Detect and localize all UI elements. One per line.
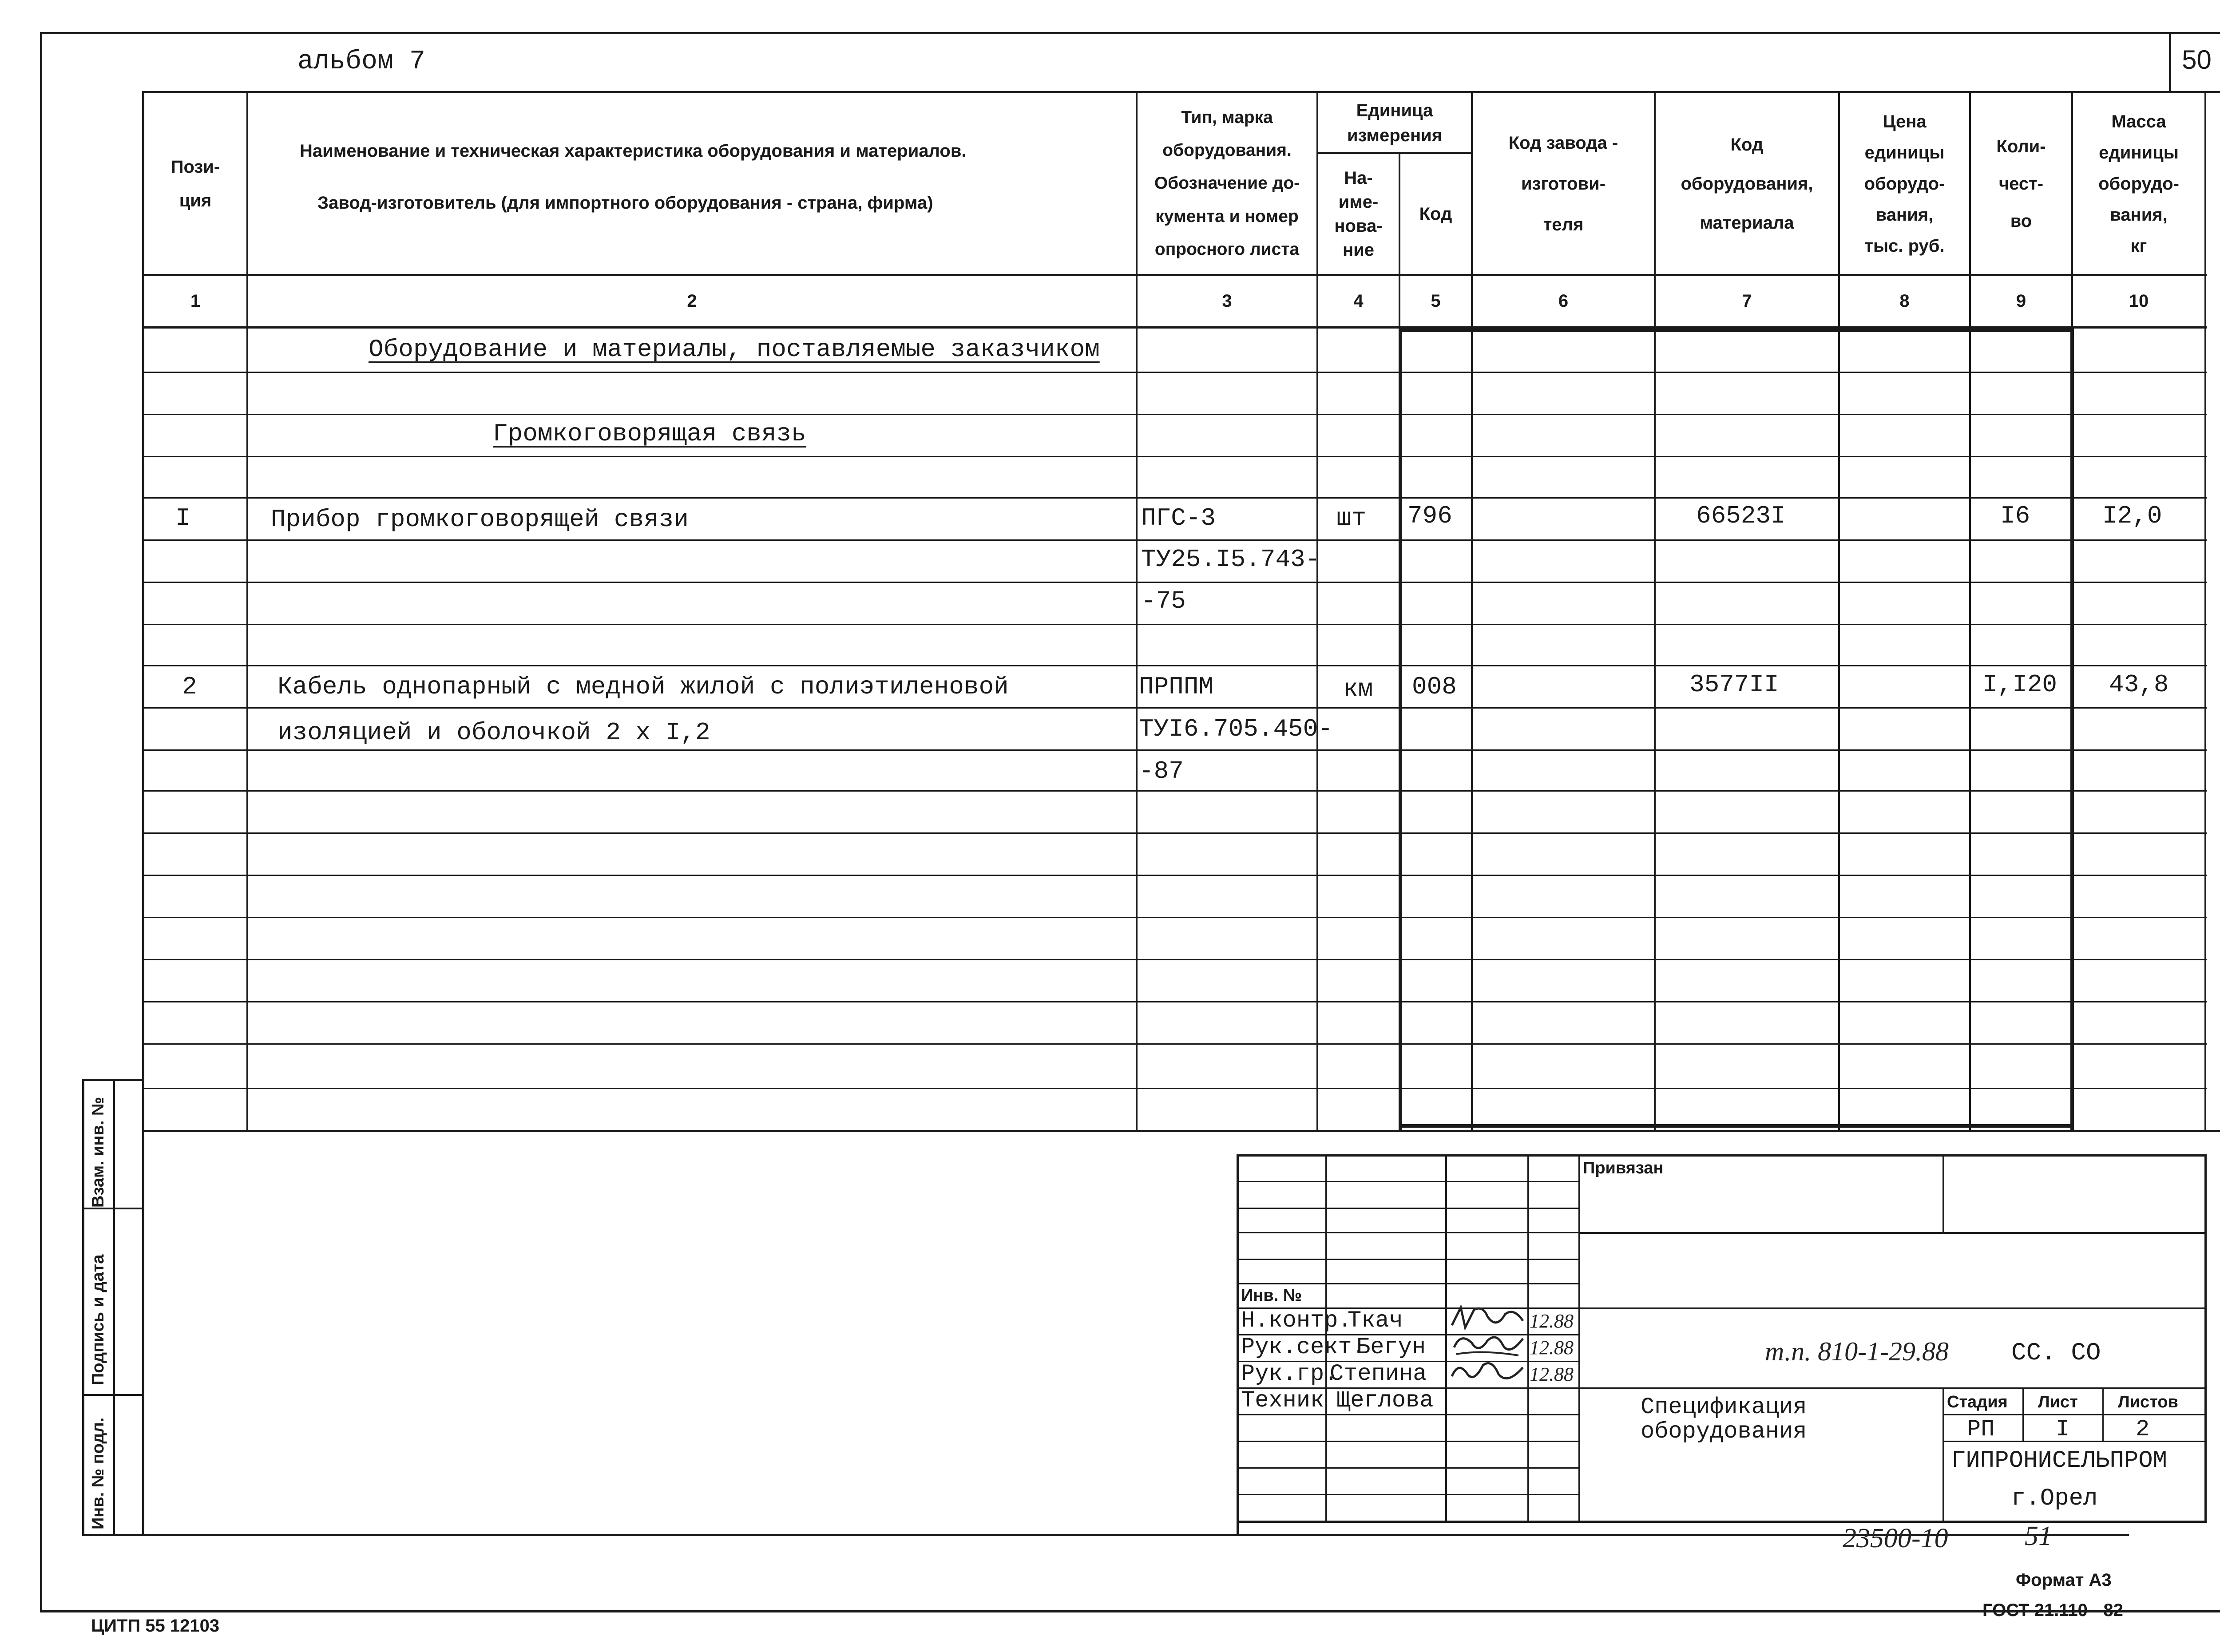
col-number-10: 10 xyxy=(2129,291,2149,311)
tb-date-2: 12.88 xyxy=(1530,1337,1574,1359)
col-header-position: Пози- ция xyxy=(170,157,220,210)
col-number-1: 1 xyxy=(190,291,201,311)
tb-doc-code: СС. СО xyxy=(2011,1339,2101,1367)
tb-privyazan-divider xyxy=(1942,1154,1944,1234)
tb-grid-h xyxy=(1237,1467,1580,1469)
item-2-equip-code: 3577II xyxy=(1689,670,1779,699)
item-2-name-line2: изоляцией и оболочкой 2 х I,2 xyxy=(278,718,710,747)
tb-right xyxy=(2204,1154,2207,1523)
row-line xyxy=(142,875,2207,876)
tb-grid-h xyxy=(1237,1441,1580,1442)
tb-grid-h xyxy=(1237,1232,1580,1233)
frame-bottom xyxy=(40,1610,2220,1612)
side-stamp-podpis: Подпись и дата xyxy=(89,1254,107,1385)
col-header-factory-code: Код завода - изготови- теля xyxy=(1508,133,1618,234)
row-line xyxy=(142,624,2207,625)
side-stamp-inv: Инв. № подл. xyxy=(89,1417,107,1529)
thick-zone-bottom xyxy=(1399,1124,2073,1128)
col-number-5: 5 xyxy=(1431,291,1441,311)
row-line xyxy=(142,372,2207,373)
vline-4-lower xyxy=(1399,328,1402,1130)
footer-gost: ГОСТ 21.110 - 82 xyxy=(1982,1600,2123,1620)
item-1-position: I xyxy=(175,504,190,532)
footer-hand-number-2: 51 xyxy=(2025,1521,2052,1551)
col-header-name-line1: Наименование и техническая характеристика оборудования и материалов. xyxy=(300,141,967,161)
col-number-7: 7 xyxy=(1742,291,1752,311)
row-line xyxy=(142,539,2207,541)
tb-v-stage xyxy=(1942,1387,1944,1521)
frame-left xyxy=(40,32,42,1612)
tb-role-1: Н.контр. xyxy=(1241,1307,1352,1334)
tb-v-sheets xyxy=(2102,1387,2104,1441)
vline-1 xyxy=(246,91,248,1130)
row-line xyxy=(142,665,2207,666)
tb-name-1: Ткач xyxy=(1348,1307,1403,1334)
tb-inv-label: Инв. № xyxy=(1241,1286,1302,1305)
item-1-unit-name: шт xyxy=(1336,504,1367,532)
section-title-main: Оборудование и материалы, поставляемые заказчиком xyxy=(369,335,1100,364)
row-line xyxy=(142,790,2207,792)
side-stamp-mid xyxy=(113,1079,115,1536)
row-line xyxy=(142,917,2207,918)
item-1-qty: I6 xyxy=(2000,502,2030,530)
col-header-unit-code: Код xyxy=(1419,204,1452,224)
table-bottom-rows xyxy=(142,1130,2220,1132)
tb-sheet-label: Лист xyxy=(2038,1393,2078,1411)
col-header-name xyxy=(249,93,1136,274)
tb-sheets-value: 2 xyxy=(2136,1416,2150,1442)
tb-date-3: 12.88 xyxy=(1530,1363,1574,1385)
row-line xyxy=(142,707,2207,709)
item-1-mass: I2,0 xyxy=(2102,502,2162,530)
col-header-unit-group: Единица измерения xyxy=(1347,100,1443,145)
side-stamp-bottom xyxy=(82,1534,2129,1536)
thick-zone-top xyxy=(1399,329,2073,332)
tb-h-privyazan xyxy=(1578,1232,2206,1234)
frame-top xyxy=(40,32,2220,34)
vline-10 xyxy=(2204,91,2206,1130)
col-number-2: 2 xyxy=(687,291,697,311)
tb-sheet-value: I xyxy=(2056,1416,2070,1442)
item-2-type-doc-cont: -87 xyxy=(1139,757,1184,785)
tb-privyazan-label: Привязан xyxy=(1583,1159,1664,1177)
side-stamp-left xyxy=(82,1079,84,1536)
tb-title-line1: Спецификация xyxy=(1641,1394,1807,1420)
tb-grid-h xyxy=(1237,1181,1580,1182)
tb-title-line2: оборудования xyxy=(1641,1418,1807,1445)
item-2-unit-code: 008 xyxy=(1412,673,1457,701)
tb-role-2: Рук.сект. xyxy=(1241,1334,1366,1360)
col-header-mass: Масса единицы оборудо- вания, кг xyxy=(2098,111,2179,256)
row-line xyxy=(142,959,2207,960)
tb-stage-label: Стадия xyxy=(1947,1393,2008,1411)
item-2-qty: I,I20 xyxy=(1982,670,2057,699)
col-header-qty: Коли- чест- во xyxy=(1996,136,2046,231)
tb-date-1: 12.88 xyxy=(1530,1310,1574,1332)
item-2-type: ПРППМ xyxy=(1139,673,1214,701)
item-1-type-doc-cont: -75 xyxy=(1141,587,1186,615)
tb-v-sheet xyxy=(2022,1387,2024,1441)
row-line xyxy=(142,1001,2207,1002)
item-2-mass: 43,8 xyxy=(2109,670,2169,699)
col-header-equip-code: Код оборудования, материала xyxy=(1681,135,1813,233)
item-2-position: 2 xyxy=(182,673,197,701)
row-line xyxy=(142,1088,2207,1089)
section-title-sub: Громкоговорящая связь xyxy=(493,420,806,448)
tb-role-3: Рук.гр. xyxy=(1241,1361,1338,1387)
side-stamp-div1 xyxy=(82,1208,144,1209)
signature-stepina xyxy=(1447,1356,1527,1387)
col-number-8: 8 xyxy=(1899,291,1910,311)
tb-top xyxy=(1237,1154,2207,1157)
item-1-type-doc: ТУ25.I5.743- xyxy=(1141,545,1320,574)
col-number-4: 4 xyxy=(1353,291,1364,311)
row-line xyxy=(142,832,2207,834)
tb-grid-h xyxy=(1237,1283,1580,1284)
tb-name-4: Щеглова xyxy=(1336,1387,1434,1414)
tb-doc-code-handwritten: т.п. 810-1-29.88 xyxy=(1765,1337,1949,1366)
tb-bottom xyxy=(1237,1521,2207,1523)
tb-left xyxy=(1237,1154,1239,1536)
col-number-6: 6 xyxy=(1558,291,1569,311)
item-1-equip-code: 66523I xyxy=(1696,502,1786,530)
row-line xyxy=(142,749,2207,751)
col-header-name-line2: Завод-изготовитель (для импортного оборудования - страна, фирма) xyxy=(317,193,933,213)
tb-h-stage-labels xyxy=(1942,1414,2204,1415)
row-line xyxy=(142,414,2207,415)
item-2-type-doc: ТУI6.705.450- xyxy=(1139,715,1333,743)
album-label: альбом 7 xyxy=(297,47,426,77)
tb-grid-h xyxy=(1237,1414,1580,1415)
row-line xyxy=(142,582,2207,583)
footer-hand-number-1: 23500-10 xyxy=(1843,1523,1948,1553)
tb-org-city: г.Орел xyxy=(2011,1485,2098,1512)
col-header-type: Тип, марка оборудования. Обозначение до- кумента и номер опросного листа xyxy=(1154,108,1300,259)
side-stamp-vzam: Взам. инв. № xyxy=(89,1097,107,1208)
tb-grid-v2 xyxy=(1445,1154,1447,1521)
tb-stage-value: РП xyxy=(1967,1416,1995,1442)
col-header-price: Цена единицы оборудо- вания, тыс. руб. xyxy=(1864,111,1945,256)
vline-9-lower xyxy=(2070,328,2074,1130)
tb-name-3: Степина xyxy=(1330,1361,1427,1387)
item-2-name-line1: Кабель однопарный с медной жилой с полиэтиленовой xyxy=(278,673,1009,701)
tb-grid-h xyxy=(1237,1208,1580,1209)
tb-grid-h xyxy=(1237,1494,1580,1495)
footer-citp: ЦИТП 55 12103 xyxy=(91,1616,220,1636)
tb-name-2: Бегун xyxy=(1356,1334,1426,1360)
sheet-number: 50 xyxy=(2182,45,2212,75)
col-header-unit-name: На- име- нова- ние xyxy=(1334,168,1383,260)
tb-sheets-label: Листов xyxy=(2118,1393,2178,1411)
col-number-3: 3 xyxy=(1222,291,1232,311)
tb-org-name: ГИПРОНИСЕЛЬПРОМ xyxy=(1951,1447,2168,1474)
row-line xyxy=(142,456,2207,457)
item-1-unit-code: 796 xyxy=(1407,502,1452,530)
item-2-unit-name: км xyxy=(1343,675,1373,703)
tb-grid-v3 xyxy=(1527,1154,1529,1521)
item-1-name: Прибор громкоговорящей связи xyxy=(271,505,689,534)
tb-grid-v4 xyxy=(1578,1154,1580,1521)
tb-h-title xyxy=(1578,1387,2206,1389)
footer-format: Формат А3 xyxy=(2016,1570,2112,1590)
tb-grid-h xyxy=(1237,1259,1580,1260)
item-1-type: ПГС-3 xyxy=(1141,504,1216,532)
tb-role-4: Техник xyxy=(1241,1387,1324,1414)
col-number-9: 9 xyxy=(2016,291,2026,311)
row-line xyxy=(142,1043,2207,1045)
side-stamp-div2 xyxy=(82,1394,144,1396)
tb-h-code xyxy=(1578,1307,2206,1309)
row-line xyxy=(142,497,2207,499)
